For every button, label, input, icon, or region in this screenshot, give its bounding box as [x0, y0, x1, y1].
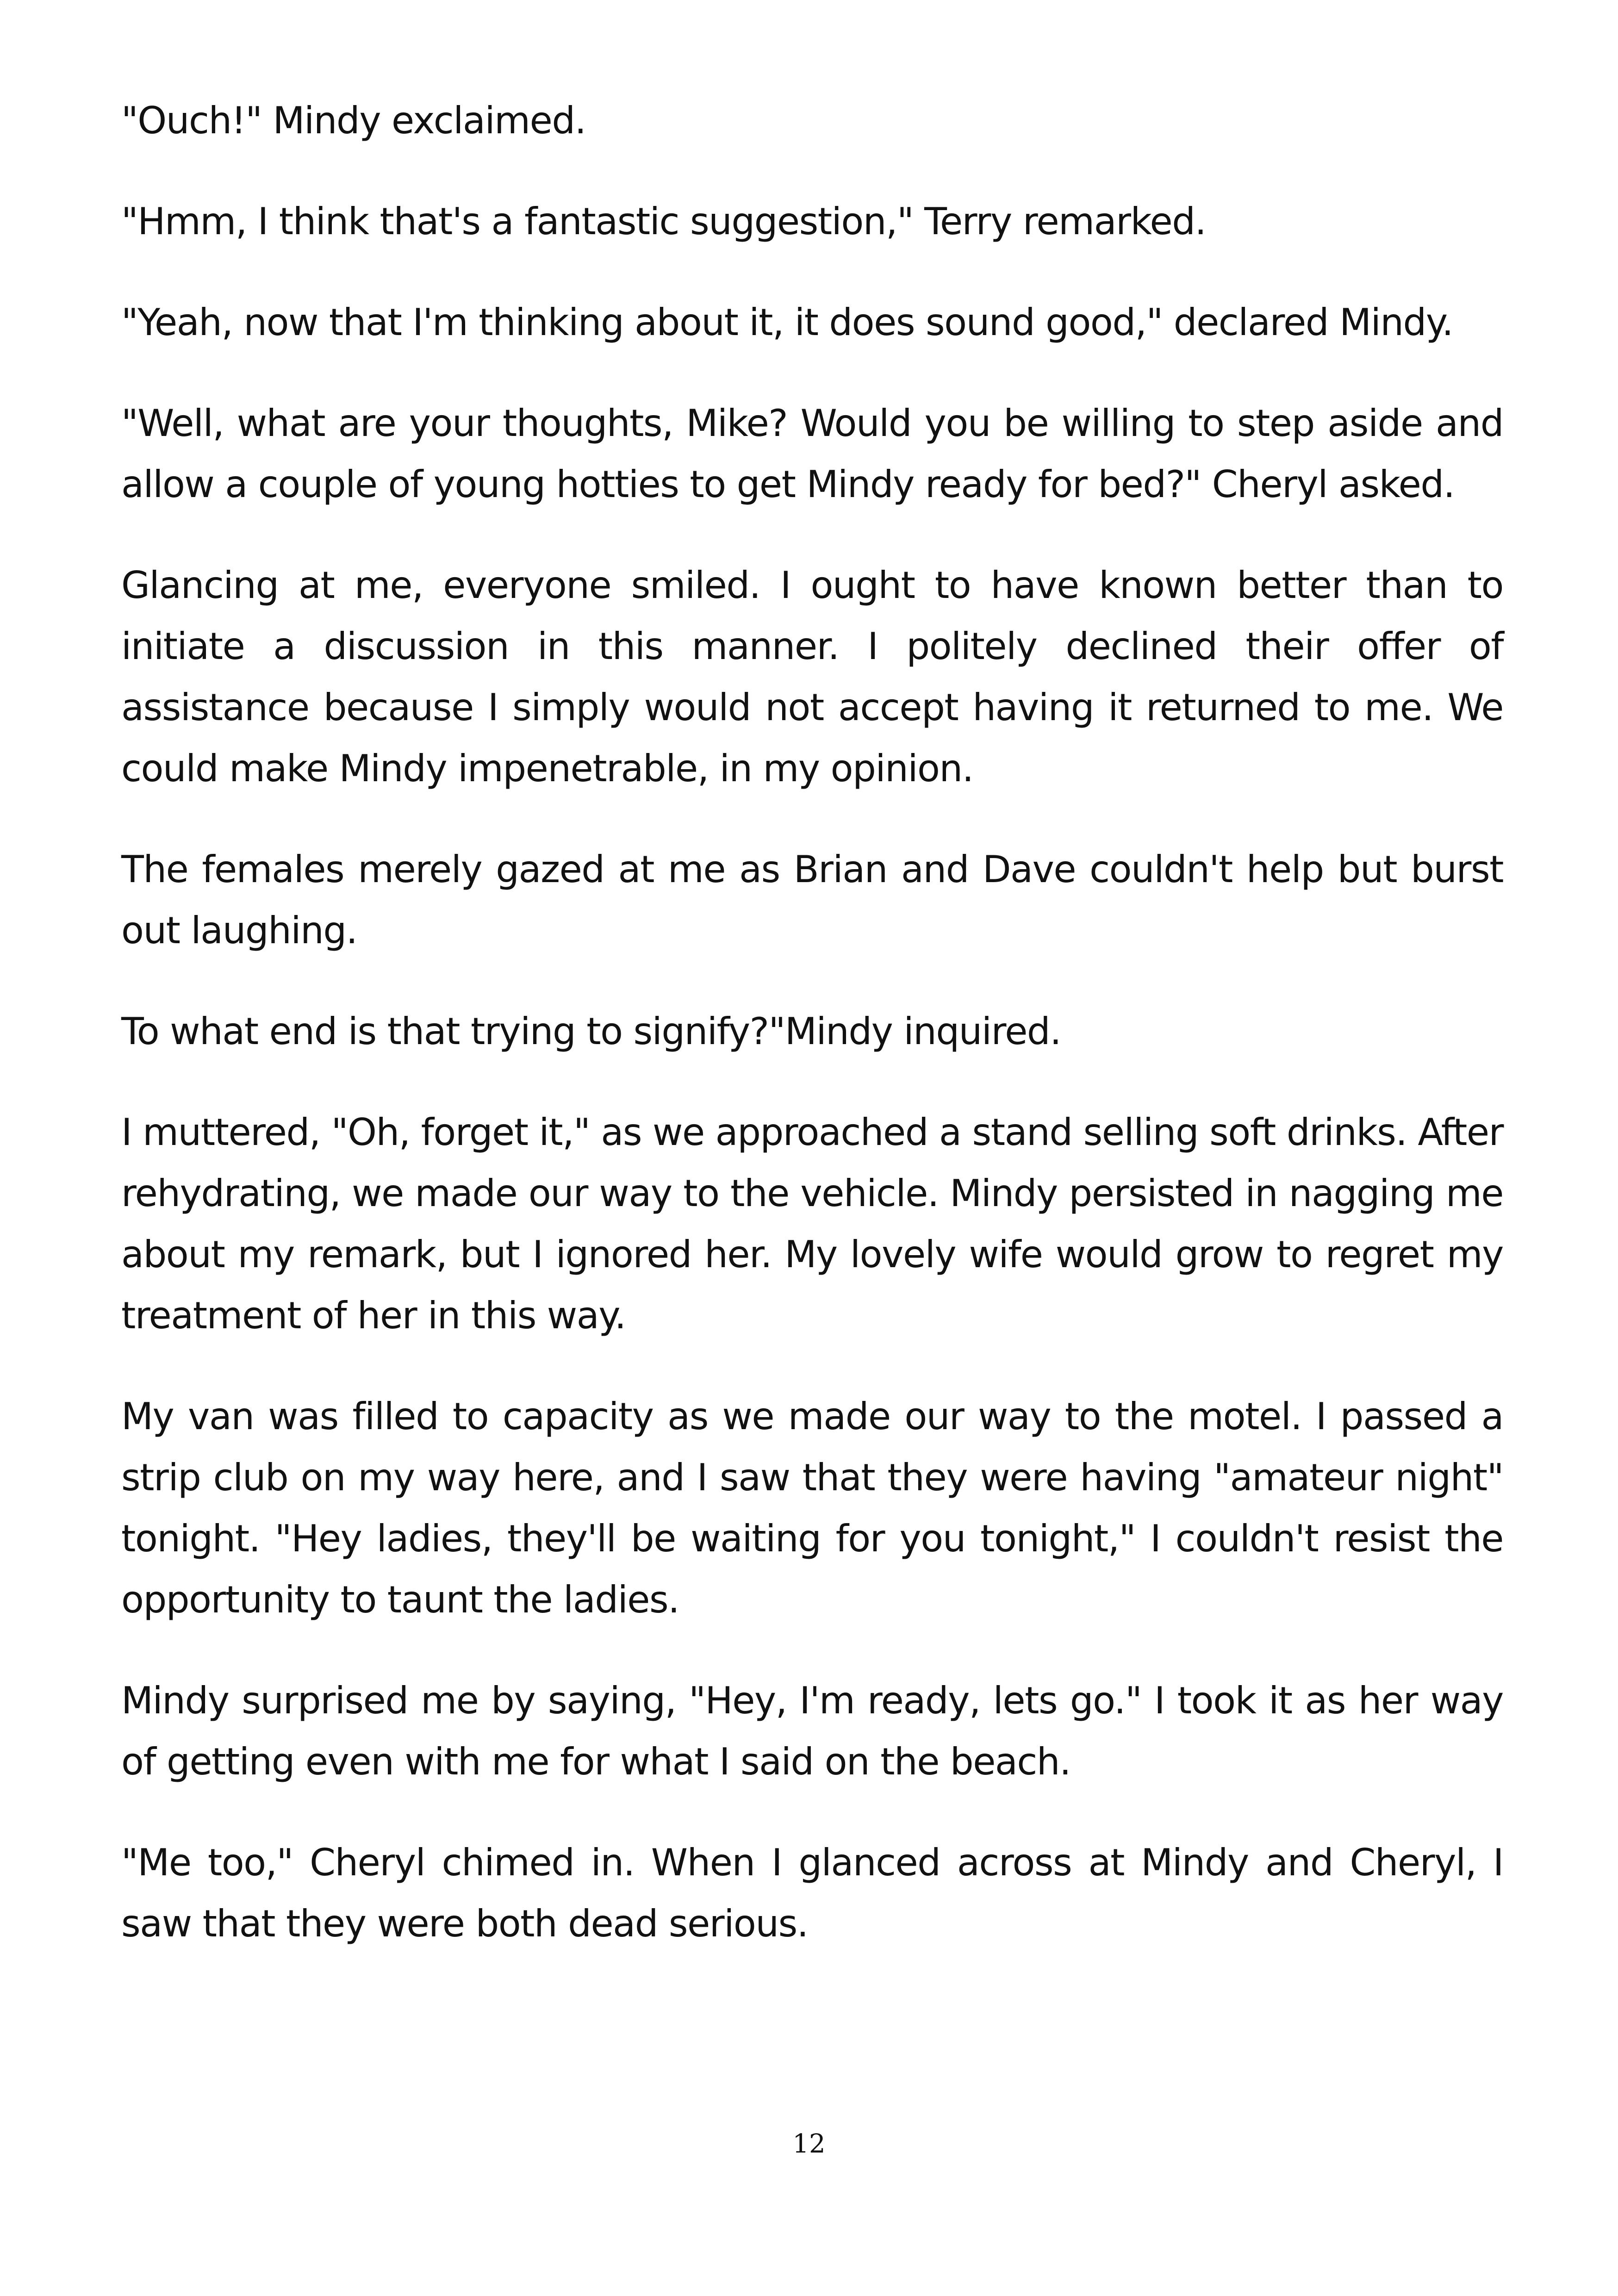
paragraph: "Ouch!" Mindy exclaimed. [121, 99, 586, 142]
body-text [121, 90, 1503, 1994]
page-number: 12 [792, 2129, 826, 2159]
paragraph: To what end is that trying to signify?"Mindy inquired. [121, 1010, 1061, 1053]
paragraph: I muttered, "Oh, forget it," as we approached a stand selling soft drinks. After rehydrating, we made our way to the vehicle. Mindy persisted in nagging me about my remark, but I ignored her. My lovely wife would grow to regret my treatment of her in this way. [121, 1111, 1503, 1337]
paragraph: "Yeah, now that I'm thinking about it, it does sound good," declared Mindy. [121, 301, 1453, 344]
paragraph: "Me too," Cheryl chimed in. When I glanced across at Mindy and Cheryl, I saw that they were both dead serious. [121, 1841, 1503, 1945]
paragraph: Mindy surprised me by saying, "Hey, I'm ready, lets go." I took it as her way of getting even with me for what I said on the beach. [121, 1679, 1503, 1783]
paragraph: "Hmm, I think that's a fantastic suggestion," Terry remarked. [121, 200, 1206, 243]
paragraph: My van was filled to capacity as we made our way to the motel. I passed a strip club on my way here, and I saw that they were having "amateur night" tonight. "Hey ladies, they'll be waiting for you tonight," I couldn't resist the opportunity to taunt the ladies. [121, 1395, 1503, 1621]
paragraph: Glancing at me, everyone smiled. I ought to have known better than to initiate a discussion in this manner. I politely declined their offer of assistance because I simply would not accept having it returned to me. We could make Mindy impenetrable, in my opinion. [121, 564, 1503, 790]
paragraph: The females merely gazed at me as Brian and Dave couldn't help but burst out laughing. [121, 848, 1503, 952]
paragraph: "Well, what are your thoughts, Mike? Would you be willing to step aside and allow a couple of young hotties to get Mindy ready for bed?" Cheryl asked. [121, 402, 1503, 506]
